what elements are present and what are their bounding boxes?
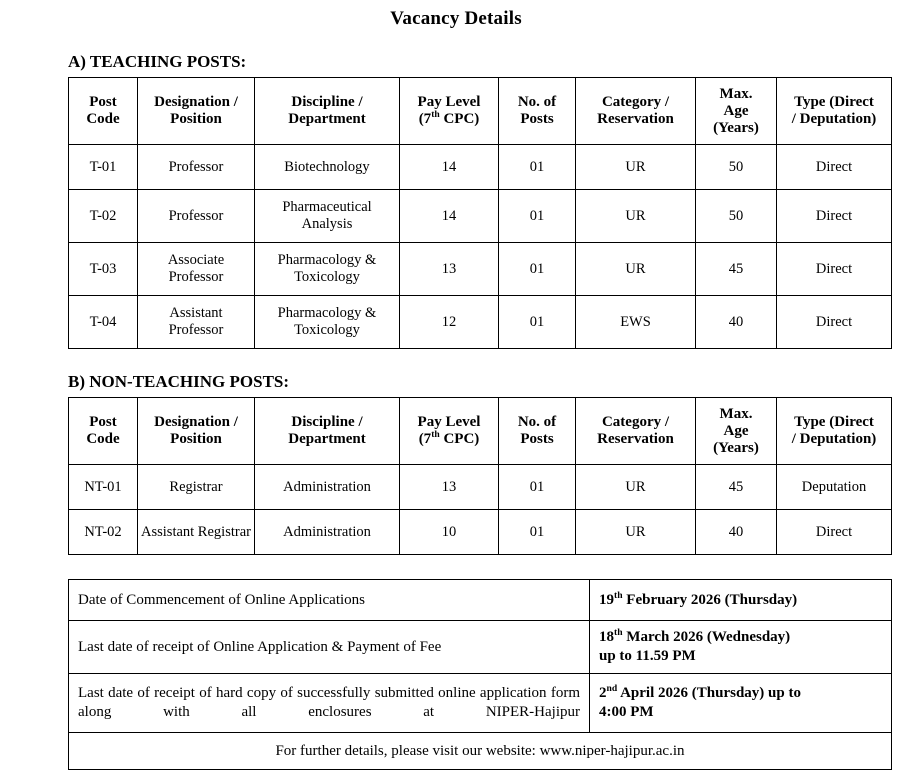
cell-date-label: Date of Commencement of Online Applications [69, 580, 590, 621]
cell-category: UR [576, 145, 696, 190]
cell-category: EWS [576, 296, 696, 349]
header-line-2: Age [723, 102, 749, 119]
cell-discipline: Pharmacology & Toxicology [255, 243, 400, 296]
column-header-no-of-posts [499, 78, 576, 145]
column-header-designation [138, 78, 255, 145]
header-line-2: Code [86, 431, 120, 447]
cell-type: Direct [777, 510, 892, 555]
cell-type: Direct [777, 296, 892, 349]
cell-max-age: 45 [696, 465, 777, 510]
table-row [69, 465, 892, 510]
header-line-1: Discipline / [291, 414, 363, 430]
cell-designation: Registrar [138, 465, 255, 510]
pay-level-open: (7 [418, 111, 432, 127]
header-line-1: Type (Direct [794, 414, 874, 430]
date-rest: April 2026 (Thursday) up to [617, 685, 801, 701]
cell-no-of-posts: 01 [499, 190, 576, 243]
column-header-type [777, 398, 892, 465]
header-line-2: / Deputation) [791, 111, 877, 127]
date-ordinal: th [614, 627, 623, 638]
header-line-1: No. of [517, 94, 557, 110]
header-line-2: Reservation [597, 431, 674, 447]
cell-pay-level: 12 [400, 296, 499, 349]
cell-discipline: Pharmacology & Toxicology [255, 296, 400, 349]
cell-pay-level: 13 [400, 465, 499, 510]
cell-no-of-posts: 01 [499, 465, 576, 510]
cell-pay-level: 13 [400, 243, 499, 296]
header-line-2 [419, 431, 480, 447]
cell-designation: Assistant Professor [138, 296, 255, 349]
non-teaching-posts-heading: B) NON-TEACHING POSTS: [68, 372, 290, 391]
table-row [69, 296, 892, 349]
cell-no-of-posts: 01 [499, 510, 576, 555]
header-line-1: Designation / [154, 94, 238, 110]
page-title: Vacancy Details [390, 8, 522, 29]
table-header-row [69, 78, 892, 145]
cell-pay-level: 14 [400, 145, 499, 190]
column-header-pay-level [400, 398, 499, 465]
cell-max-age: 45 [696, 243, 777, 296]
table-row [69, 145, 892, 190]
table-row-footer [69, 733, 892, 770]
cell-no-of-posts: 01 [499, 145, 576, 190]
date-rest: March 2026 (Wednesday) [622, 629, 791, 645]
important-dates-table [68, 579, 892, 770]
teaching-posts-section [0, 52, 912, 349]
header-line-1: Post [89, 414, 117, 430]
header-line-2: / Deputation) [791, 431, 877, 447]
header-line-2: Reservation [597, 111, 674, 127]
column-header-post-code [69, 398, 138, 465]
pay-level-ordinal: th [431, 429, 440, 440]
important-dates-section [0, 579, 912, 770]
cell-type: Deputation [777, 465, 892, 510]
cell-pay-level: 10 [400, 510, 499, 555]
column-header-pay-level [400, 78, 499, 145]
date-rest: February 2026 (Thursday) [622, 591, 798, 608]
teaching-posts-heading: A) TEACHING POSTS: [68, 52, 247, 71]
cell-post-code: NT-01 [69, 465, 138, 510]
cell-post-code: T-03 [69, 243, 138, 296]
table-row [69, 580, 892, 621]
header-line-1: Pay Level [417, 414, 481, 430]
cell-post-code: T-04 [69, 296, 138, 349]
cell-date-value [590, 580, 892, 621]
header-line-2: Code [86, 111, 120, 127]
cell-pay-level: 14 [400, 190, 499, 243]
date-day: 2 [599, 685, 607, 701]
header-line-2: Posts [520, 431, 554, 447]
date-day: 18 [599, 629, 614, 645]
cell-type: Direct [777, 243, 892, 296]
header-line-2 [419, 111, 480, 127]
column-header-post-code [69, 78, 138, 145]
header-line-2: Age [723, 422, 749, 439]
header-line-3: (Years) [713, 439, 759, 456]
cell-discipline: Administration [255, 465, 400, 510]
column-header-category [576, 398, 696, 465]
column-header-discipline [255, 78, 400, 145]
cell-post-code: NT-02 [69, 510, 138, 555]
cell-category: UR [576, 190, 696, 243]
header-line-2: Posts [520, 111, 554, 127]
non-teaching-posts-table [68, 397, 892, 555]
cell-discipline: Administration [255, 510, 400, 555]
date-day: 19 [599, 591, 614, 608]
cell-date-value [590, 674, 892, 733]
table-row [69, 190, 892, 243]
column-header-category [576, 78, 696, 145]
cell-category: UR [576, 243, 696, 296]
non-teaching-posts-section [0, 372, 912, 555]
table-row [69, 243, 892, 296]
teaching-posts-table [68, 77, 892, 349]
cell-designation: Professor [138, 145, 255, 190]
cell-discipline: Pharmaceutical Analysis [255, 190, 400, 243]
pay-level-ordinal: th [431, 109, 440, 120]
cell-no-of-posts: 01 [499, 243, 576, 296]
column-header-max-age [696, 398, 777, 465]
date-line-2: up to 11.59 PM [599, 648, 696, 664]
cell-date-value [590, 621, 892, 674]
header-line-3: (Years) [713, 119, 759, 136]
header-line-2: Position [170, 111, 222, 127]
column-header-max-age [696, 78, 777, 145]
header-line-2: Position [170, 431, 222, 447]
cell-designation: Associate Professor [138, 243, 255, 296]
header-line-1: No. of [517, 414, 557, 430]
table-row [69, 621, 892, 674]
cell-category: UR [576, 465, 696, 510]
cell-date-label: Last date of receipt of hard copy of successfully submitted online application form along with all enclosures at NIPER-Hajipur [69, 674, 590, 733]
cell-max-age: 50 [696, 190, 777, 243]
header-line-1: Max. [719, 405, 753, 422]
cell-no-of-posts: 01 [499, 296, 576, 349]
date-line-2: 4:00 PM [599, 704, 654, 720]
column-header-designation [138, 398, 255, 465]
footer-note: For further details, please visit our website: www.niper-hajipur.ac.in [69, 733, 892, 770]
pay-level-close: CPC) [439, 111, 480, 127]
cell-category: UR [576, 510, 696, 555]
cell-post-code: T-01 [69, 145, 138, 190]
cell-designation: Assistant Registrar [138, 510, 255, 555]
cell-discipline: Biotechnology [255, 145, 400, 190]
header-line-2: Department [288, 431, 366, 447]
cell-type: Direct [777, 190, 892, 243]
cell-max-age: 50 [696, 145, 777, 190]
cell-post-code: T-02 [69, 190, 138, 243]
header-line-1: Pay Level [417, 94, 481, 110]
table-row [69, 510, 892, 555]
cell-max-age: 40 [696, 510, 777, 555]
table-header-row [69, 398, 892, 465]
cell-date-label: Last date of receipt of Online Application & Payment of Fee [69, 621, 590, 674]
column-header-type [777, 78, 892, 145]
date-ordinal: th [614, 589, 623, 601]
pay-level-close: CPC) [439, 431, 480, 447]
header-line-1: Category / [601, 94, 670, 110]
cell-designation: Professor [138, 190, 255, 243]
table-row [69, 674, 892, 733]
header-line-1: Category / [601, 414, 670, 430]
header-line-1: Max. [719, 85, 753, 102]
cell-type: Direct [777, 145, 892, 190]
header-line-1: Type (Direct [794, 94, 874, 110]
column-header-discipline [255, 398, 400, 465]
cell-max-age: 40 [696, 296, 777, 349]
header-line-2: Department [288, 111, 366, 127]
pay-level-open: (7 [418, 431, 432, 447]
header-line-1: Designation / [154, 414, 238, 430]
header-line-1: Discipline / [291, 94, 363, 110]
column-header-no-of-posts [499, 398, 576, 465]
header-line-1: Post [89, 94, 117, 110]
date-ordinal: nd [606, 683, 618, 694]
